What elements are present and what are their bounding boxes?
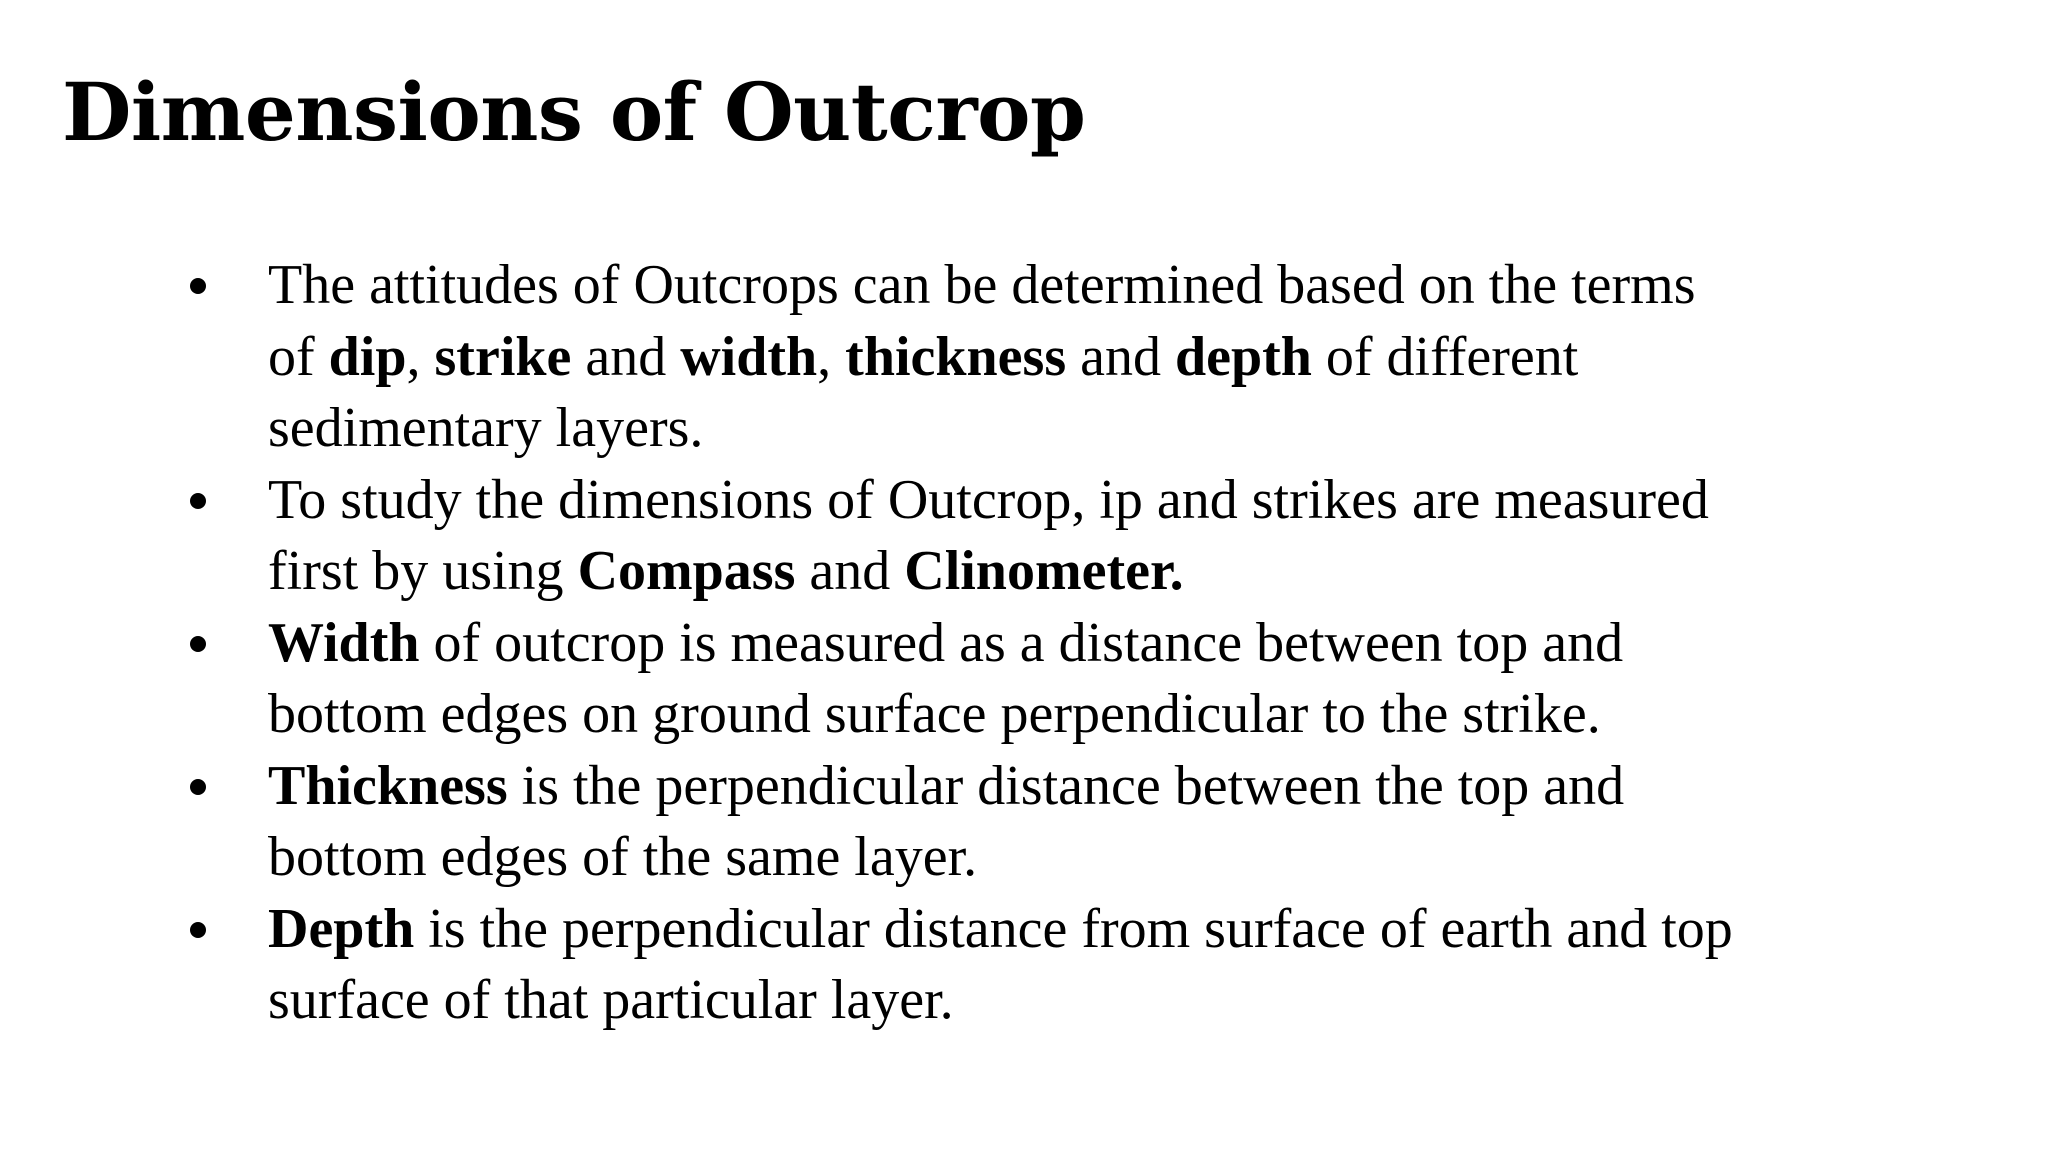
bullet-dot-icon — [190, 278, 206, 294]
text-run: of different — [1311, 325, 1579, 388]
text-run: , — [817, 325, 846, 388]
bullet-line — [268, 322, 1880, 394]
bullet-line — [268, 894, 1880, 966]
bullet-line — [268, 393, 1880, 465]
bold-term: width — [680, 325, 818, 388]
bold-term: Thickness — [268, 754, 508, 817]
bold-term: Width — [268, 611, 420, 674]
bold-term: strike — [434, 325, 572, 388]
text-run: bottom edges on ground surface perpendicular to the strike. — [268, 683, 1601, 745]
bold-term: thickness — [845, 325, 1067, 388]
bullet-line — [268, 751, 1880, 823]
text-run: of outcrop is measured as a distance between top and — [419, 611, 1624, 674]
bullet-line — [268, 465, 1880, 537]
bullet-line — [268, 536, 1880, 608]
text-run: surface of that particular layer. — [268, 969, 954, 1031]
text-run: bottom edges of the same layer. — [268, 826, 978, 888]
bullet-line — [268, 679, 1880, 751]
text-run: To study the dimensions of Outcrop, ip and strikes are measured — [268, 468, 1709, 531]
bullet-line — [268, 608, 1880, 680]
bullet-dot-icon — [190, 779, 206, 795]
bold-term: depth — [1174, 325, 1312, 388]
bold-term: dip — [328, 325, 407, 388]
text-run: of — [268, 325, 329, 388]
bullet-item — [180, 465, 1880, 608]
bold-term: Depth — [268, 897, 415, 960]
bullet-dot-icon — [190, 636, 206, 652]
text-run: and — [795, 540, 905, 602]
text-run: , — [406, 325, 435, 388]
bullet-item — [180, 894, 1880, 1037]
bullet-item — [180, 751, 1880, 894]
text-run: sedimentary layers. — [268, 397, 704, 459]
bullet-item — [180, 250, 1880, 465]
slide-title: Dimensions of Outcrop — [62, 65, 1086, 159]
bullet-list — [180, 250, 1880, 1037]
bold-term: Compass — [577, 540, 796, 602]
bullet-item — [180, 608, 1880, 751]
text-run: and — [1066, 325, 1175, 388]
bullet-dot-icon — [190, 922, 206, 938]
text-run: is the perpendicular distance from surface of earth and top — [414, 897, 1733, 960]
text-run: and — [571, 325, 681, 388]
bullet-line — [268, 250, 1880, 322]
text-run: first by using — [268, 540, 578, 602]
bold-term: Clinometer. — [904, 540, 1184, 602]
bullet-line — [268, 965, 1880, 1037]
bullet-dot-icon — [190, 493, 206, 509]
text-run: is the perpendicular distance between the top and — [507, 754, 1625, 817]
text-run: The attitudes of Outcrops can be determined based on the terms — [268, 254, 1696, 316]
bullet-line — [268, 822, 1880, 894]
